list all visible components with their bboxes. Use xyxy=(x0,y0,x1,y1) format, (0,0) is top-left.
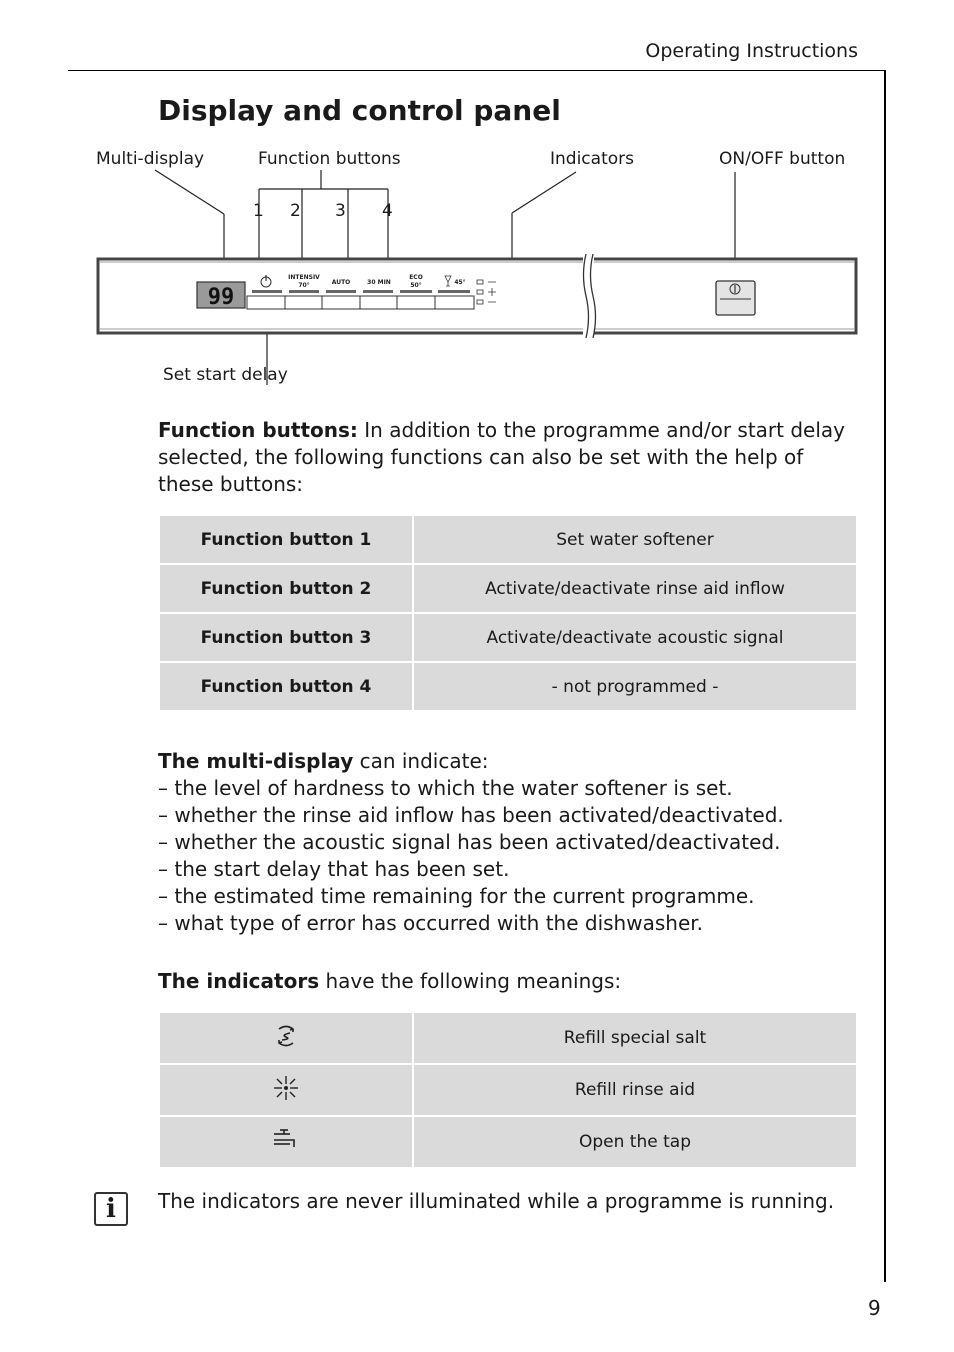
panel-label-intensiv: INTENSIV xyxy=(288,274,320,281)
multi-display-heading xyxy=(158,748,858,775)
function-buttons-intro xyxy=(158,417,858,498)
panel-label-intensiv-temp: 70° xyxy=(298,282,310,289)
info-icon: i xyxy=(94,1192,128,1226)
table-row xyxy=(159,613,857,662)
info-note-text: The indicators are never illuminated while a programme is running. xyxy=(158,1189,835,1213)
label-function-buttons: Function buttons xyxy=(258,149,401,169)
page-title: Display and control panel xyxy=(158,94,561,127)
panel-label-glass-temp: 45° xyxy=(454,279,466,286)
label-set-start-delay: Set start delay xyxy=(163,365,288,385)
button-number-4: 4 xyxy=(382,201,393,221)
display-digits: 99 xyxy=(207,285,235,310)
salt-icon xyxy=(159,1012,413,1064)
indicators-intro-bold: The indicators xyxy=(158,969,320,993)
table-row xyxy=(159,564,857,613)
indicator-meaning: Refill rinse aid xyxy=(413,1064,857,1116)
button-number-1: 1 xyxy=(253,201,264,221)
table-cell-button: Function button 3 xyxy=(159,613,413,662)
list-item: – the start delay that has been set. xyxy=(158,857,510,881)
function-buttons-intro-text: In addition to the programme and/or start delay selected, the following functions can also be set with the help of these buttons: xyxy=(158,418,845,496)
panel-label-eco-temp: 50° xyxy=(410,282,422,289)
table-cell-button: Function button 1 xyxy=(159,515,413,564)
multi-display-heading-text: can indicate: xyxy=(353,749,489,773)
control-panel-diagram xyxy=(0,0,954,400)
list-item: – whether the acoustic signal has been activated/deactivated. xyxy=(158,830,781,854)
label-indicators: Indicators xyxy=(550,149,634,169)
multi-display-heading-bold: The multi-display xyxy=(158,749,354,773)
multi-display-section xyxy=(158,748,858,937)
panel-label-30min: 30 MIN xyxy=(367,279,391,286)
table-cell-button: Function button 2 xyxy=(159,564,413,613)
rinse-aid-icon xyxy=(159,1064,413,1116)
table-cell-function: Activate/deactivate acoustic signal xyxy=(413,613,857,662)
indicator-meaning: Open the tap xyxy=(413,1116,857,1168)
panel-label-auto: AUTO xyxy=(331,279,351,286)
indicator-meaning: Refill special salt xyxy=(413,1012,857,1064)
table-cell-function: Activate/deactivate rinse aid inflow xyxy=(413,564,857,613)
table-row xyxy=(159,662,857,711)
label-on-off-button: ON/OFF button xyxy=(719,149,846,169)
table-cell-function: - not programmed - xyxy=(413,662,857,711)
running-header: Operating Instructions xyxy=(645,40,858,62)
tap-icon xyxy=(159,1116,413,1168)
page-number: 9 xyxy=(868,1296,881,1320)
table-row xyxy=(159,1116,857,1168)
table-row xyxy=(159,1064,857,1116)
list-item: – the estimated time remaining for the current programme. xyxy=(158,884,755,908)
list-item: – the level of hardness to which the water softener is set. xyxy=(158,776,733,800)
label-multi-display: Multi-display xyxy=(96,149,205,169)
list-item: – whether the rinse aid inflow has been activated/deactivated. xyxy=(158,803,784,827)
button-number-3: 3 xyxy=(335,201,346,221)
list-item: – what type of error has occurred with the dishwasher. xyxy=(158,911,703,935)
indicators-intro-text: have the following meanings: xyxy=(319,969,622,993)
table-row xyxy=(159,515,857,564)
table-cell-function: Set water softener xyxy=(413,515,857,564)
table-row xyxy=(159,1012,857,1064)
panel-label-eco: ECO xyxy=(409,274,423,281)
indicators-intro xyxy=(158,968,858,995)
function-buttons-intro-bold: Function buttons: xyxy=(158,418,358,442)
indicators-table xyxy=(158,1011,858,1169)
table-cell-button: Function button 4 xyxy=(159,662,413,711)
button-number-2: 2 xyxy=(290,201,301,221)
function-button-table xyxy=(158,514,858,712)
